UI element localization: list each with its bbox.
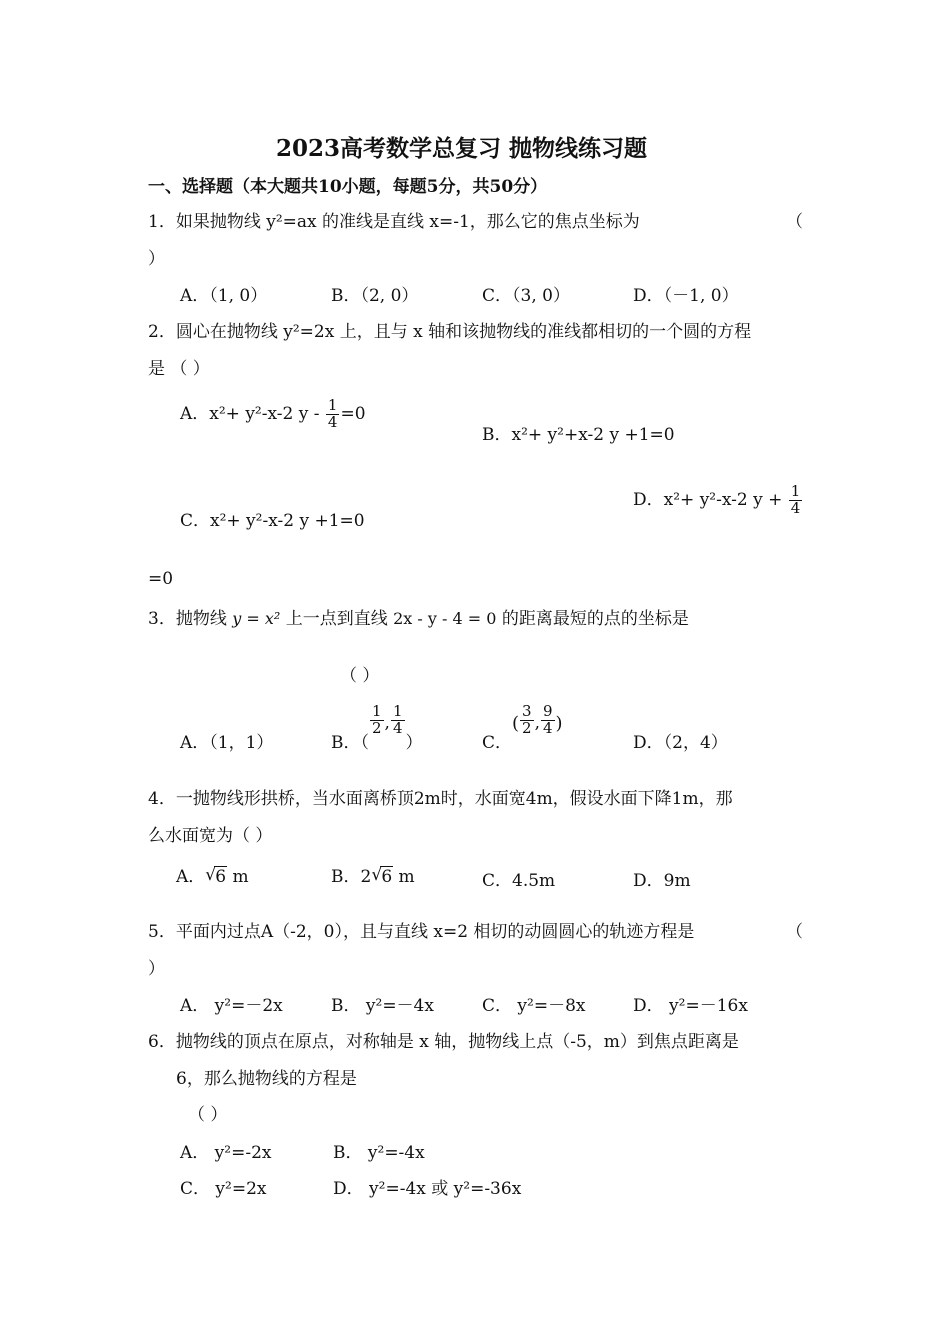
radicand: 6 <box>381 867 393 887</box>
option-a-tail: =0 <box>340 403 366 424</box>
curve-equation: y = x² <box>232 609 281 628</box>
sqrt-symbol <box>205 868 227 887</box>
question-6-option-d: D． y²=-4x 或 y²=-36x <box>333 1179 522 1199</box>
option-b-close: ） <box>405 733 423 753</box>
fraction-denominator: 2 <box>372 718 382 737</box>
question-2-option-d <box>633 484 803 517</box>
fraction-y <box>391 704 405 737</box>
question-1-bracket-close: ） <box>148 249 165 269</box>
question-3-option-a: A．（1，1） <box>180 733 274 753</box>
fraction-x <box>520 704 534 737</box>
stem-prefix: 3．抛物线 <box>148 609 227 629</box>
fraction-numerator: 1 <box>790 482 801 500</box>
option-b-label: B．2 <box>331 867 372 887</box>
question-6-option-c: C． y²=2x <box>180 1179 267 1199</box>
fraction-denominator: 4 <box>543 718 553 737</box>
question-5-bracket-close: ） <box>148 959 165 979</box>
question-1-option-d: D．（－1, 0） <box>633 286 739 306</box>
fraction-denominator: 4 <box>327 412 338 431</box>
question-2-stem-line1: 2．圆心在抛物线 y²=2x 上，且与 x 轴和该抛物线的准线都相切的一个圆的方程 <box>148 322 752 342</box>
fraction-y <box>541 704 555 737</box>
question-4-option-b <box>331 868 415 887</box>
question-3-option-b <box>331 702 423 753</box>
fraction-denominator: 2 <box>522 718 532 737</box>
question-6-option-a: A． y²=-2x <box>180 1143 272 1163</box>
question-2-option-c: C．x²+ y²-x-2 y +1=0 <box>180 511 365 531</box>
fraction-numerator: 9 <box>543 702 553 720</box>
question-6-bracket: （ ） <box>188 1105 228 1125</box>
question-2-option-d-tail: =0 <box>148 569 174 589</box>
page-title: 2023高考数学总复习 抛物线练习题 <box>276 135 648 162</box>
option-d-expression: x²+ y²-x-2 y + <box>663 489 783 510</box>
question-1-option-c: C．（3, 0） <box>482 286 570 306</box>
question-5-stem: 5．平面内过点A（-2，0），且与直线 x=2 相切的动圆圆心的轨迹方程是 <box>148 922 695 942</box>
fraction-denominator: 4 <box>392 718 403 737</box>
question-5-option-d: D． y²=－16x <box>633 996 748 1016</box>
fraction-one-quarter <box>789 484 803 517</box>
question-5-option-c: C． y²=－8x <box>482 996 586 1016</box>
question-3-stem <box>148 610 689 629</box>
option-a-label: A． <box>180 403 210 424</box>
question-6-stem-line1: 6．抛物线的顶点在原点，对称轴是 x 轴，抛物线上点（-5，m）到焦点距离是 <box>148 1032 739 1052</box>
question-4-stem-line1: 4．一抛物线形拱桥，当水面离桥顶2m时，水面宽4m，假设水面下降1m，那 <box>148 789 733 809</box>
question-3-option-c <box>482 702 563 753</box>
section-header: 一、选择题（本大题共10小题，每题5分，共50分） <box>148 177 548 197</box>
comma: , <box>534 713 540 733</box>
question-4-stem-line2: 么水面宽为（ ） <box>148 826 273 846</box>
question-4-option-a <box>176 868 249 887</box>
radicand: 6 <box>215 867 227 887</box>
fraction-denominator: 4 <box>790 498 801 517</box>
option-a-expression: x²+ y²-x-2 y - <box>209 403 320 424</box>
question-2-stem-line2: 是 （ ） <box>148 359 210 379</box>
question-5-option-a: A． y²=－2x <box>180 996 283 1016</box>
question-6-stem-line2: 6，那么抛物线的方程是 <box>176 1069 357 1089</box>
fraction-numerator: 1 <box>372 702 382 720</box>
question-6-option-b: B． y²=-4x <box>333 1143 425 1163</box>
option-a-label: A． <box>176 867 206 887</box>
question-4-option-d: D．9m <box>633 871 691 891</box>
option-c-label: C． <box>482 733 513 753</box>
fraction-one-quarter <box>326 398 340 431</box>
unit: m <box>393 867 415 887</box>
question-3-option-d: D．（2，4） <box>633 733 728 753</box>
question-4-option-c: C．4.5m <box>482 871 556 891</box>
sqrt-symbol <box>371 868 393 887</box>
question-2-option-a <box>180 398 366 431</box>
option-b-label: B．（ <box>331 733 369 753</box>
question-1-stem: 1．如果抛物线 y²=ax 的准线是直线 x=-1，那么它的焦点坐标为 <box>148 212 640 232</box>
question-1-bracket-open: （ <box>786 212 803 232</box>
comma: , <box>384 713 390 733</box>
question-5-option-b: B． y²=－4x <box>331 996 434 1016</box>
line-equation: 2x - y - 4 = 0 <box>393 609 497 628</box>
close-paren: ) <box>555 713 563 734</box>
question-1-option-a: A．（1, 0） <box>180 286 268 306</box>
open-paren: ( <box>512 713 520 734</box>
question-2-option-b: B．x²+ y²+x-2 y +1=0 <box>482 425 675 445</box>
question-1-option-b: B．（2, 0） <box>331 286 419 306</box>
fraction-numerator: 1 <box>327 396 338 414</box>
stem-suffix: 的距离最短的点的坐标是 <box>501 609 689 629</box>
question-3-bracket: （ ） <box>340 666 380 686</box>
question-5-bracket-open: （ <box>786 922 803 942</box>
unit: m <box>227 867 249 887</box>
stem-middle: 上一点到直线 <box>285 609 388 629</box>
fraction-numerator: 1 <box>392 702 403 720</box>
fraction-numerator: 3 <box>522 702 532 720</box>
fraction-x <box>370 704 384 737</box>
option-d-label: D． <box>633 489 664 510</box>
